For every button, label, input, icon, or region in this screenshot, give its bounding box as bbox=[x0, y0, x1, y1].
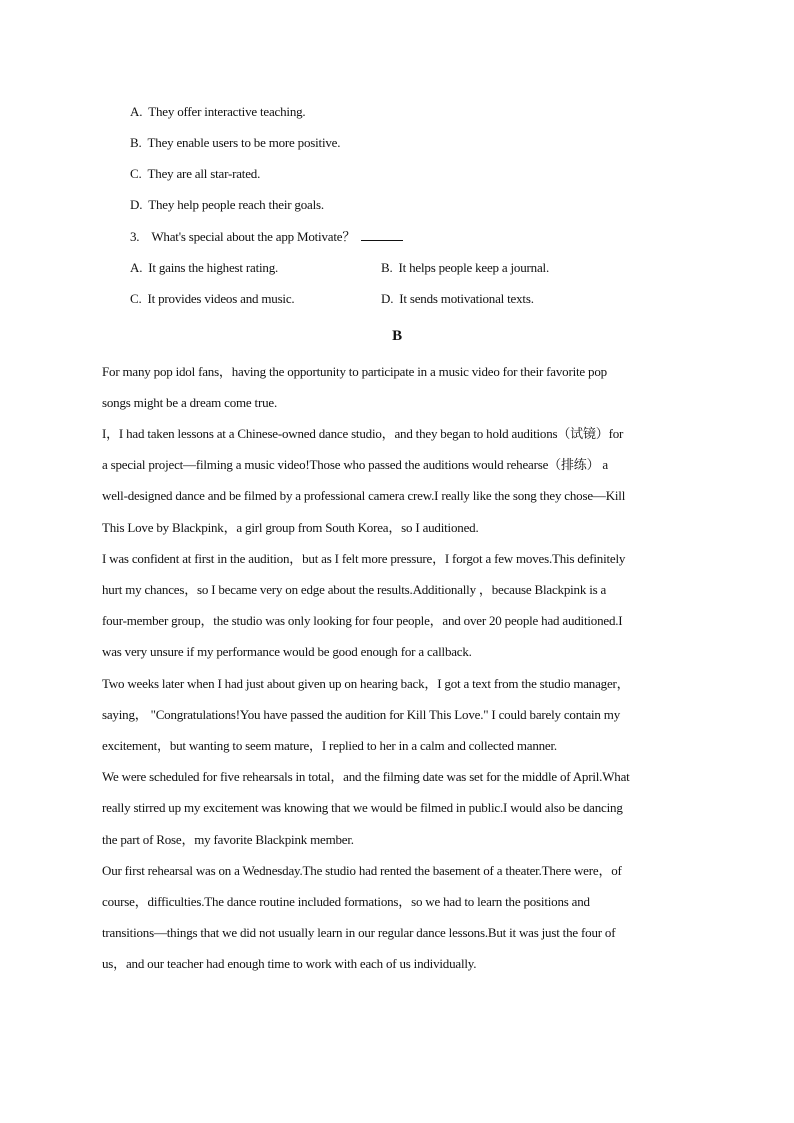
passage-line: transitions—things that we did not usually learn in our regular dance lessons.But it was just the four of bbox=[102, 925, 616, 940]
option-text: It provides videos and music. bbox=[147, 291, 295, 306]
passage-line: hurt my chances，so I became very on edge about the results.Additionally ，because Blackpink is a bbox=[102, 582, 607, 597]
passage-line: us，and our teacher had enough time to work with each of us individually. bbox=[102, 956, 477, 971]
passage-line: I was confident at first in the audition，but as I felt more pressure，I forgot a few moves.This definitely bbox=[102, 551, 626, 566]
passage-line: was very unsure if my performance would be good enough for a callback. bbox=[102, 644, 472, 659]
passage-line: We were scheduled for five rehearsals in total，and the filming date was set for the middle of April.What bbox=[102, 769, 630, 784]
option-text: They enable users to be more positive. bbox=[147, 135, 341, 150]
option-text: They are all star-rated. bbox=[147, 166, 261, 181]
option-2a bbox=[130, 104, 305, 120]
option-text: It sends motivational texts. bbox=[399, 291, 534, 306]
option-3c bbox=[130, 291, 294, 307]
option-text: They offer interactive teaching. bbox=[148, 104, 306, 119]
question-number: 3. bbox=[130, 229, 140, 244]
option-letter: C. bbox=[130, 291, 142, 306]
question-3 bbox=[130, 228, 403, 245]
option-letter: B. bbox=[130, 135, 142, 150]
passage-line: For many pop idol fans，having the opportunity to participate in a music video for their favorite pop bbox=[102, 364, 607, 379]
option-text: It gains the highest rating. bbox=[148, 260, 279, 275]
option-2b bbox=[130, 135, 340, 151]
passage-line: songs might be a dream come true. bbox=[102, 395, 277, 410]
option-2d bbox=[130, 197, 324, 213]
option-3b bbox=[381, 260, 549, 276]
option-letter: A. bbox=[130, 104, 143, 119]
option-3d bbox=[381, 291, 534, 307]
passage-line: Our first rehearsal was on a Wednesday.The studio had rented the basement of a theater.There were，of bbox=[102, 863, 622, 878]
passage-line: course，difficulties.The dance routine included formations，so we had to learn the positions and bbox=[102, 894, 590, 909]
option-letter: D. bbox=[381, 291, 394, 306]
answer-blank[interactable] bbox=[361, 228, 403, 241]
passage-line: I，I had taken lessons at a Chinese-owned dance studio，and they began to hold auditions（试镜）for bbox=[102, 426, 624, 441]
option-letter: A. bbox=[130, 260, 143, 275]
option-3a bbox=[130, 260, 278, 276]
passage-line: Two weeks later when I had just about given up on hearing back，I got a text from the studio manager， bbox=[102, 676, 630, 691]
passage-line: really stirred up my excitement was knowing that we would be filmed in public.I would also be dancing bbox=[102, 800, 623, 815]
option-text: It helps people keep a journal. bbox=[398, 260, 549, 275]
passage-line: This Love by Blackpink，a girl group from South Korea，so I auditioned. bbox=[102, 520, 479, 535]
option-2c bbox=[130, 166, 260, 182]
passage-line: the part of Rose，my favorite Blackpink member. bbox=[102, 832, 354, 847]
option-letter: B. bbox=[381, 260, 393, 275]
passage-line: saying， "Congratulations!You have passed the audition for Kill This Love." I could barely contain my bbox=[102, 707, 620, 722]
passage-line: excitement，but wanting to seem mature，I replied to her in a calm and collected manner. bbox=[102, 738, 557, 753]
passage-line: four-member group，the studio was only looking for four people，and over 20 people had auditioned.I bbox=[102, 613, 623, 628]
passage-line: well-designed dance and be filmed by a professional camera crew.I really like the song they chose—Kill bbox=[102, 488, 626, 503]
option-letter: D. bbox=[130, 197, 143, 212]
passage-line: a special project—filming a music video!Those who passed the auditions would rehearse（排练） a bbox=[102, 457, 608, 472]
option-text: They help people reach their goals. bbox=[148, 197, 324, 212]
section-title: B bbox=[392, 328, 402, 344]
question-text: What's special about the app Motivate？ bbox=[151, 229, 356, 244]
option-letter: C. bbox=[130, 166, 142, 181]
